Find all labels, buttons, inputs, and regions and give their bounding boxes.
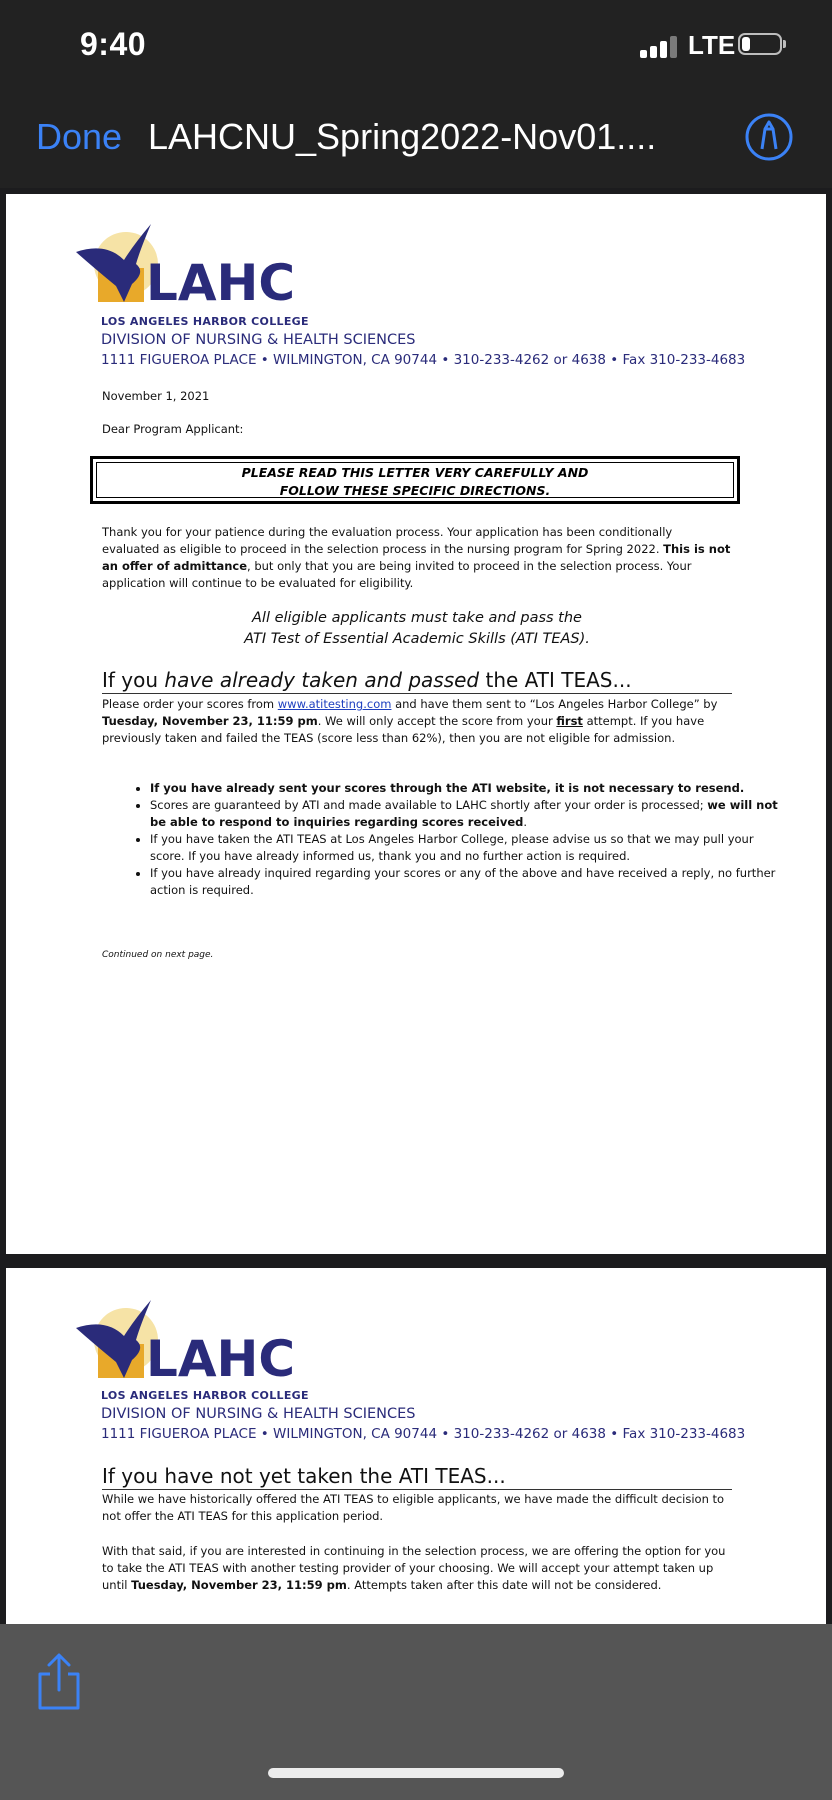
college-name: LOS ANGELES HARBOR COLLEGE xyxy=(101,315,309,328)
college-name: LOS ANGELES HARBOR COLLEGE xyxy=(101,1389,309,1402)
network-type: LTE xyxy=(688,30,736,60)
share-icon[interactable] xyxy=(34,1652,84,1712)
list-item: • If you have taken the ATI TEAS at Los Angeles Harbor College, please advise us so that we may pull your score. If you have already informed us, thank you and no further action is required. xyxy=(150,831,780,865)
cellular-signal-icon xyxy=(640,36,680,58)
pdf-page-2 xyxy=(6,1268,826,1624)
order-scores-paragraph: Please order your scores from www.atitesting.com and have them sent to “Los Angeles Harbor College” by Tuesday, November 23, 11:59 pm. We will only accept the score from your first attempt. If you have previously taken and failed the TEAS (score less than 62%), then you are not eligible for admission. xyxy=(102,697,718,745)
document-title: LAHCNU_Spring2022-Nov01.... xyxy=(148,116,657,157)
address-line: 1111 FIGUEROA PLACE • WILMINGTON, CA 90744 • 310-233-4262 or 4638 • Fax 310-233-4683 xyxy=(101,352,746,368)
section-heading-not-taken: If you have not yet taken the ATI TEAS... xyxy=(102,1464,732,1490)
list-item: • If you have already inquired regarding your scores or any of the above and have received a reply, no further action is required. xyxy=(150,865,780,899)
pdf-page-1 xyxy=(6,194,826,1254)
list-item: • If you have already sent your scores through the ATI website, it is not necessary to resend. xyxy=(150,780,780,797)
notice-line-2: FOLLOW THESE SPECIFIC DIRECTIONS. xyxy=(279,483,551,498)
home-indicator[interactable] xyxy=(268,1768,564,1778)
notice-line-1: PLEASE READ THIS LETTER VERY CAREFULLY AND xyxy=(241,465,589,480)
navigation-bar xyxy=(0,88,832,188)
markup-pen-icon[interactable] xyxy=(744,112,794,162)
division-name: DIVISION OF NURSING & HEALTH SCIENCES xyxy=(101,332,416,348)
intro-paragraph: Thank you for your patience during the evaluation process. Your application has been conditionally evaluated as eligible to proceed in the selection process in the nursing program for Spring 2022. This is not an offer of admittance, but only that you are being invited to proceed in the selection process. Your application will continue to be evaluated for eligibility. xyxy=(102,525,731,590)
ati-link[interactable]: www.atitesting.com xyxy=(277,697,392,711)
logo-text: LAHC xyxy=(146,1330,296,1388)
battery-icon xyxy=(738,33,782,55)
status-bar xyxy=(0,0,832,88)
instructions-list xyxy=(102,780,780,899)
bottom-toolbar xyxy=(0,1624,832,1800)
address-line: 1111 FIGUEROA PLACE • WILMINGTON, CA 90744 • 310-233-4262 or 4638 • Fax 310-233-4683 xyxy=(101,1426,746,1442)
division-name: DIVISION OF NURSING & HEALTH SCIENCES xyxy=(101,1406,416,1422)
requirement-statement: All eligible applicants must take and pass the ATI Test of Essential Academic Skills (ATI TEAS). xyxy=(244,610,590,647)
historical-paragraph: While we have historically offered the ATI TEAS to eligible applicants, we have made the difficult decision to not offer the ATI TEAS for this application period. xyxy=(102,1492,725,1523)
list-item: • Scores are guaranteed by ATI and made available to LAHC shortly after your order is processed; we will not be able to respond to inquiries regarding scores received. xyxy=(150,797,780,831)
letter-date: November 1, 2021 xyxy=(102,389,210,403)
salutation: Dear Program Applicant: xyxy=(102,422,244,436)
lahc-logo xyxy=(76,224,316,324)
option-paragraph: With that said, if you are interested in continuing in the selection process, we are offering the option for you to take the ATI TEAS with another testing provider of your choosing. We will accept your attempt taken up until Tuesday, November 23, 11:59 pm. Attempts taken after this date will not be considered. xyxy=(102,1544,726,1592)
lahc-logo xyxy=(76,1300,316,1400)
continued-note: Continued on next page. xyxy=(102,950,214,960)
status-time: 9:40 xyxy=(80,26,147,62)
done-button[interactable]: Done xyxy=(36,116,123,157)
notice-box xyxy=(90,456,740,504)
section-heading-passed: If you have already taken and passed the ATI TEAS... xyxy=(102,668,732,694)
logo-text: LAHC xyxy=(146,254,296,312)
